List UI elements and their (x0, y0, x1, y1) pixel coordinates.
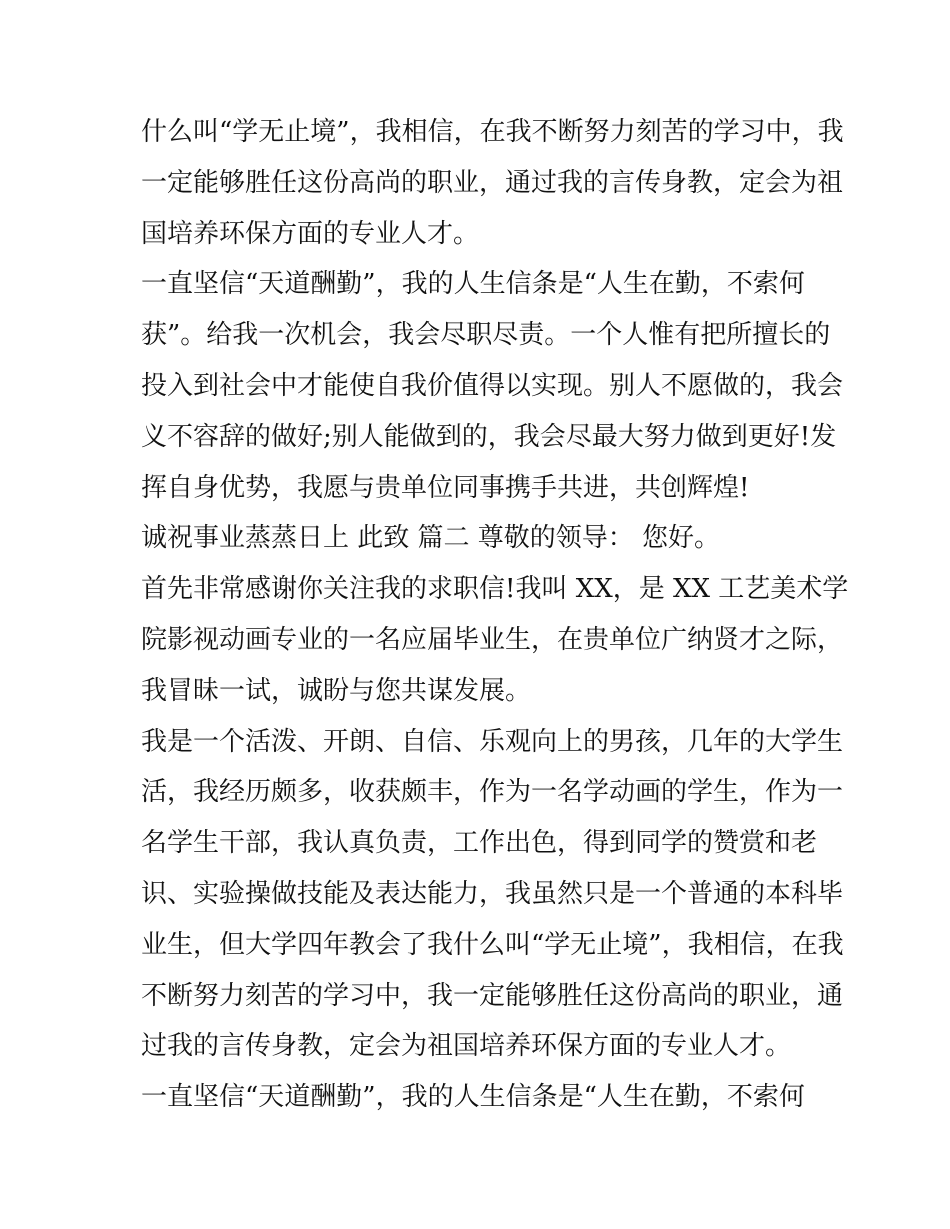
text-line: 投入到社会中才能使自我价值得以实现。别人不愿做的，我会 (141, 370, 844, 401)
document-body (141, 107, 849, 1123)
text-line: 不断努力刻苦的学习中，我一定能够胜任这份高尚的职业，通 (141, 980, 844, 1011)
text-line: 我冒昧一试，诚盼与您共谋发展。 (141, 675, 532, 706)
text-line: 什么叫“学无止境”，我相信，在我不断努力刻苦的学习中，我 (141, 117, 844, 147)
text-line: 首先非常感谢你关注我的求职信!我叫 XX，是 XX 工艺美术学 (141, 574, 849, 605)
text-line: 挥自身优势，我愿与贵单位同事携手共进，共创辉煌! (141, 472, 750, 503)
text-line: 名学生干部，我认真负责，工作出色，得到同学的赞赏和老 (141, 828, 818, 859)
text-line: 活，我经历颇多，收获颇丰，作为一名学动画的学生，作为一 (141, 777, 844, 808)
text-line: 一直坚信“天道酬勤”，我的人生信条是“人生在勤，不索何 (141, 1082, 805, 1113)
text-line: 一定能够胜任这份高尚的职业，通过我的言传身教，定会为祖 (141, 167, 844, 198)
text-line: 识、实验操做技能及表达能力，我虽然只是一个普通的本科毕 (141, 878, 844, 909)
text-line: 获”。给我一次机会，我会尽职尽责。一个人惟有把所擅长的 (141, 320, 831, 351)
text-line: 诚祝事业蒸蒸日上 此致 篇二 尊敬的领导： 您好。 (141, 523, 721, 554)
text-line: 我是一个活泼、开朗、自信、乐观向上的男孩，几年的大学生 (141, 726, 844, 757)
text-line: 过我的言传身教，定会为祖国培养环保方面的专业人才。 (141, 1031, 792, 1062)
text-line: 一直坚信“天道酬勤”，我的人生信条是“人生在勤，不索何 (141, 269, 805, 300)
text-line: 国培养环保方面的专业人才。 (141, 218, 480, 249)
text-line: 业生，但大学四年教会了我什么叫“学无止境”，我相信，在我 (141, 929, 844, 960)
text-line: 院影视动画专业的一名应届毕业生，在贵单位广纳贤才之际， (141, 624, 844, 655)
text-line: 义不容辞的做好;别人能做到的，我会尽最大努力做到更好!发 (141, 421, 837, 452)
